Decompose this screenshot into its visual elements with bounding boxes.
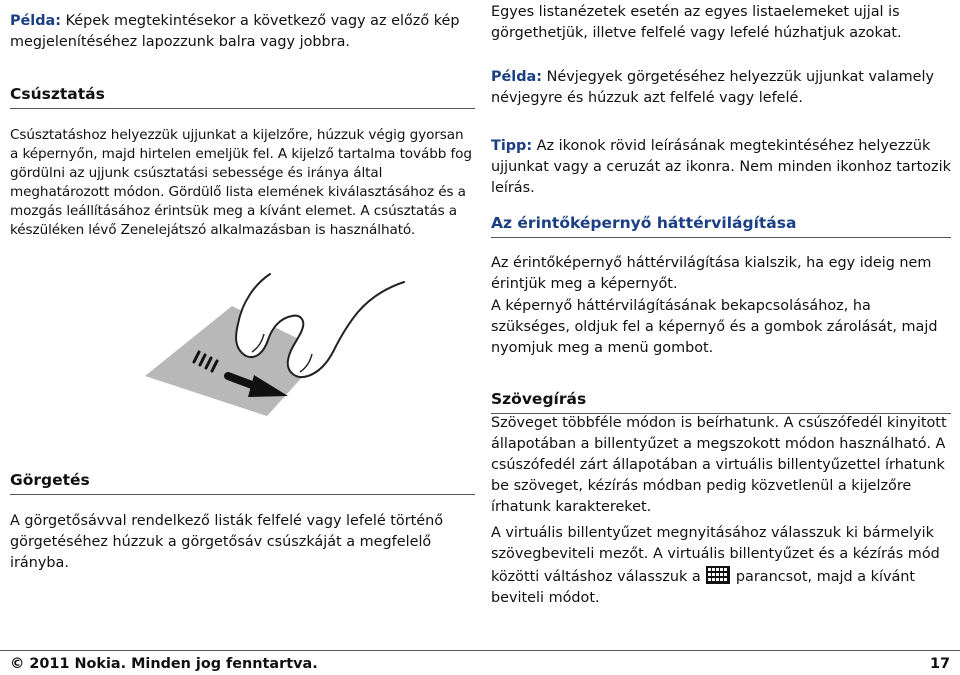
scroll-paragraph: A görgetősávval rendelkező listák felfelé vagy lefelé történő görgetéséhez húzzuk a görgetősáv csúszkáját a megfelelő irányba. [10, 513, 444, 571]
text-input-paragraph-1: Szöveget többféle módon is beírhatunk. A csúszófedél kinyitott állapotában a billentyűzet a megszokott módon használható. A csúszófedél zárt állapotában a virtuális billentyűzettel írhatunk be szöveget, kézírás módban pedig közvetlenül a kijelzőre írhatunk karaktereket. [491, 415, 947, 515]
backlight-paragraph-1: Az érintőképernyő háttérvilágítása kialszik, ha egy ideig nem érintjük meg a képernyőt. [491, 255, 932, 292]
swipe-paragraph: Csúsztatáshoz helyezzük ujjunkat a kijelzőre, húzzuk végig gyorsan a képernyőn, majd hirtelen emeljük fel. A kijelző tartalma tovább fog gördülni az ujjunk csúsztatási sebessége és iránya által meghatározott módon. Gördülő lista elemének kiválasztásához és a mozgás leállításához érintsük meg a kívánt elemet. A csúsztatás a készüléken lévő Zenelejátszó alkalmazásban is használható. [10, 127, 472, 238]
section-heading-backlight: Az érintőképernyő háttérvilágítása [491, 213, 951, 238]
text-input-paragraph-2 [491, 523, 951, 609]
list-drag-paragraph: Egyes listanézetek esetén az egyes listaelemeket ujjal is görgethetjük, illetve felfelé vagy lefelé húzhatjuk azokat. [491, 4, 902, 41]
keyboard-grid-icon [705, 565, 731, 585]
section-heading-text-input: Szövegírás [491, 389, 951, 414]
section-heading-scroll: Görgetés [10, 470, 475, 495]
tip-text: Az ikonok rövid leírásának megtekintéséhez helyezzük ujjunkat vagy a ceruzát az ikonra. Nem minden ikonhoz tartozik leírás. [491, 138, 951, 196]
text-input-p2-before: A virtuális billentyűzet megnyitásához válasszuk ki bármelyik szövegbeviteli mezőt. A virtuális billentyűzet és a kézírás mód közötti váltáshoz válasszuk a [491, 525, 940, 585]
contacts-example-paragraph [491, 67, 951, 109]
swipe-gesture-illustration [130, 268, 430, 418]
text-input-p2-after: parancsot, majd a kívánt beviteli módot. [491, 569, 916, 606]
tip-paragraph [491, 136, 951, 199]
example-label: Példa: [10, 13, 62, 29]
backlight-paragraph-2: A képernyő háttérvilágításának bekapcsolásához, ha szükséges, oldjuk fel a képernyő és a gombok zárolását, majd nyomjuk meg a menü gombot. [491, 298, 938, 356]
example-paragraph [10, 11, 475, 53]
example-label: Példa: [491, 69, 543, 85]
footer-copyright: © 2011 Nokia. Minden jog fenntartva. [10, 656, 318, 672]
tip-label: Tipp: [491, 138, 533, 154]
example-text: Névjegyek görgetéséhez helyezzük ujjunkat valamely névjegyre és húzzuk azt felfelé vagy lefelé. [491, 69, 935, 106]
example-text: Képek megtekintésekor a következő vagy az előző kép megjelenítéséhez lapozzunk balra vagy jobbra. [10, 13, 460, 50]
footer-divider [0, 650, 960, 651]
section-heading-swipe: Csúsztatás [10, 84, 475, 109]
page-number: 17 [929, 656, 950, 672]
